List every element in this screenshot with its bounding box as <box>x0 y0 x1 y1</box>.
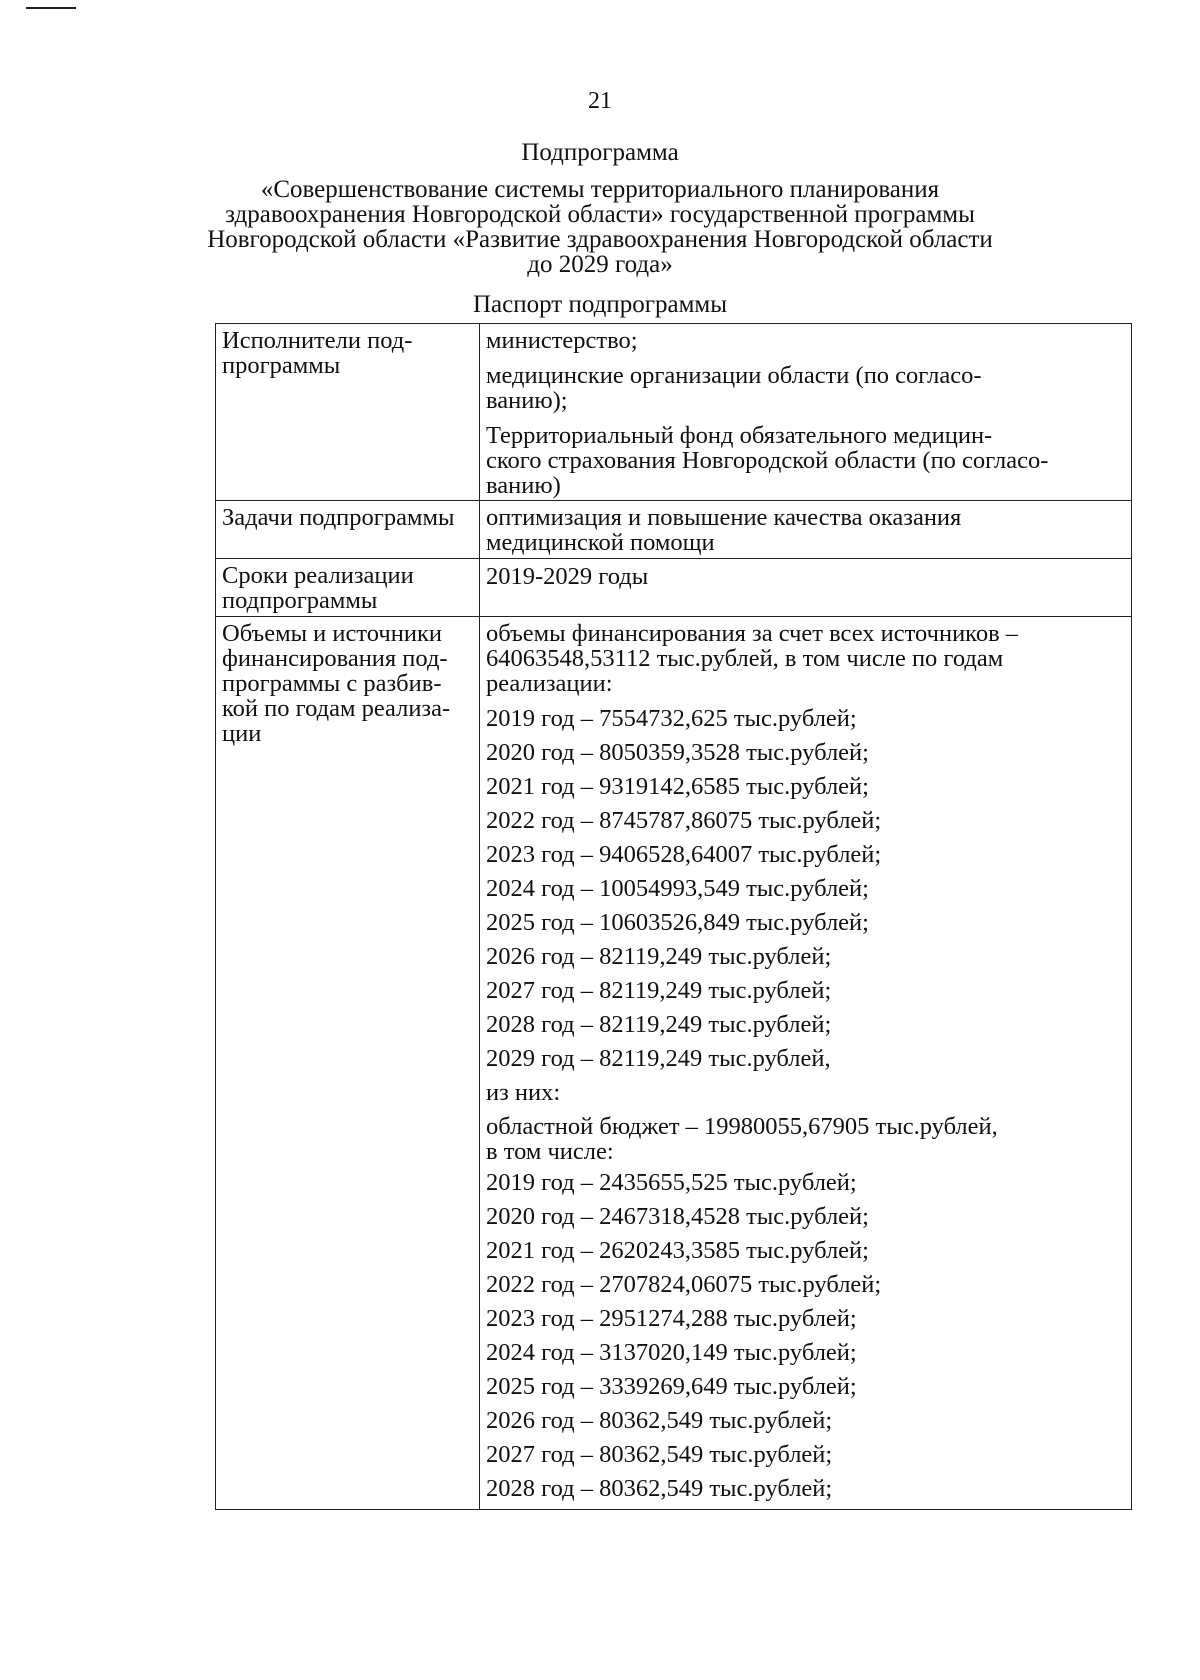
tasks-label <box>216 501 480 559</box>
corner-mark <box>26 7 76 9</box>
total-year-line: 2028 год – 82119,249 тыс.рублей; <box>486 1011 832 1038</box>
regional-year-line: 2021 год – 2620243,3585 тыс.рублей; <box>486 1237 869 1264</box>
total-year-line: 2023 год – 9406528,64007 тыс.рублей; <box>486 841 882 868</box>
total-year-line: 2021 год – 9319142,6585 тыс.рублей; <box>486 773 869 800</box>
tasks-value-text: оптимизация и повышение качества оказания медицинской помощи <box>486 504 962 556</box>
regional-year-line: 2028 год – 80362,549 тыс.рублей; <box>486 1475 833 1502</box>
total-year-line: 2024 год – 10054993,549 тыс.рублей; <box>486 875 869 902</box>
financing-label-text: Объемы и источники финансирования под- программы с разбив- кой по годам реализа- ции <box>222 620 451 747</box>
title-line: Новгородской области «Развитие здравоохранения Новгородской области <box>207 226 993 253</box>
tasks-label-text: Задачи подпрограммы <box>222 504 455 531</box>
passport-table <box>215 323 1132 1510</box>
financing-intro: объемы финансирования за счет всех источников – 64063548,53112 тыс.рублей, в том числе по годам реализации: <box>486 620 1019 697</box>
title-line: до 2029 года» <box>527 251 673 278</box>
row-terms <box>216 559 1132 617</box>
regional-year-line: 2024 год – 3137020,149 тыс.рублей; <box>486 1339 857 1366</box>
page-number: 21 <box>588 88 612 114</box>
financing-value <box>480 617 1132 1510</box>
total-year-line: 2029 год – 82119,249 тыс.рублей, <box>486 1045 831 1072</box>
subprogram-title <box>0 177 1200 277</box>
title-line: здравоохранения Новгородской области» государственной программы <box>225 201 975 228</box>
total-year-line: 2027 год – 82119,249 тыс.рублей; <box>486 977 832 1004</box>
passport-heading: Паспорт подпрограммы <box>472 291 728 318</box>
terms-label-text: Сроки реализации подпрограммы <box>222 562 414 614</box>
regional-year-line: 2019 год – 2435655,525 тыс.рублей; <box>486 1169 857 1196</box>
executor-item: медицинские организации области (по согласо- ванию); <box>486 362 982 414</box>
regional-year-line: 2026 год – 80362,549 тыс.рублей; <box>486 1407 833 1434</box>
regional-year-line: 2025 год – 3339269,649 тыс.рублей; <box>486 1373 857 1400</box>
total-year-line: 2019 год – 7554732,625 тыс.рублей; <box>486 705 857 732</box>
regional-year-line: 2023 год – 2951274,288 тыс.рублей; <box>486 1305 857 1332</box>
regional-budget-text: областной бюджет – 19980055,67905 тыс.рублей, в том числе: <box>486 1113 998 1165</box>
total-by-year-list <box>486 702 1125 1076</box>
regional-by-year-list <box>486 1166 1125 1506</box>
financing-label <box>216 617 480 1510</box>
regional-year-line: 2022 год – 2707824,06075 тыс.рублей; <box>486 1271 882 1298</box>
executor-item: Территориальный фонд обязательного медицин- ского страхования Новгородской области (по согласо- ванию) <box>486 422 1049 499</box>
terms-label <box>216 559 480 617</box>
regional-year-line: 2027 год – 80362,549 тыс.рублей; <box>486 1441 833 1468</box>
row-tasks <box>216 501 1132 559</box>
row-executors <box>216 324 1132 501</box>
executors-label <box>216 324 480 501</box>
row-financing <box>216 617 1132 1510</box>
total-year-line: 2025 год – 10603526,849 тыс.рублей; <box>486 909 869 936</box>
executors-label-text: Исполнители под- программы <box>222 327 413 379</box>
executor-item: министерство; <box>486 327 638 354</box>
terms-value-text: 2019-2029 годы <box>486 563 649 590</box>
executors-value <box>480 324 1132 501</box>
total-year-line: 2020 год – 8050359,3528 тыс.рублей; <box>486 739 869 766</box>
regional-year-line: 2020 год – 2467318,4528 тыс.рублей; <box>486 1203 869 1230</box>
of-which-label: из них: <box>486 1079 561 1106</box>
total-year-line: 2022 год – 8745787,86075 тыс.рублей; <box>486 807 882 834</box>
total-year-line: 2026 год – 82119,249 тыс.рублей; <box>486 943 832 970</box>
terms-value <box>480 559 1132 617</box>
title-line: «Совершенствование системы территориального планирования <box>260 176 940 203</box>
subprogram-label: Подпрограмма <box>521 139 679 166</box>
tasks-value <box>480 501 1132 559</box>
